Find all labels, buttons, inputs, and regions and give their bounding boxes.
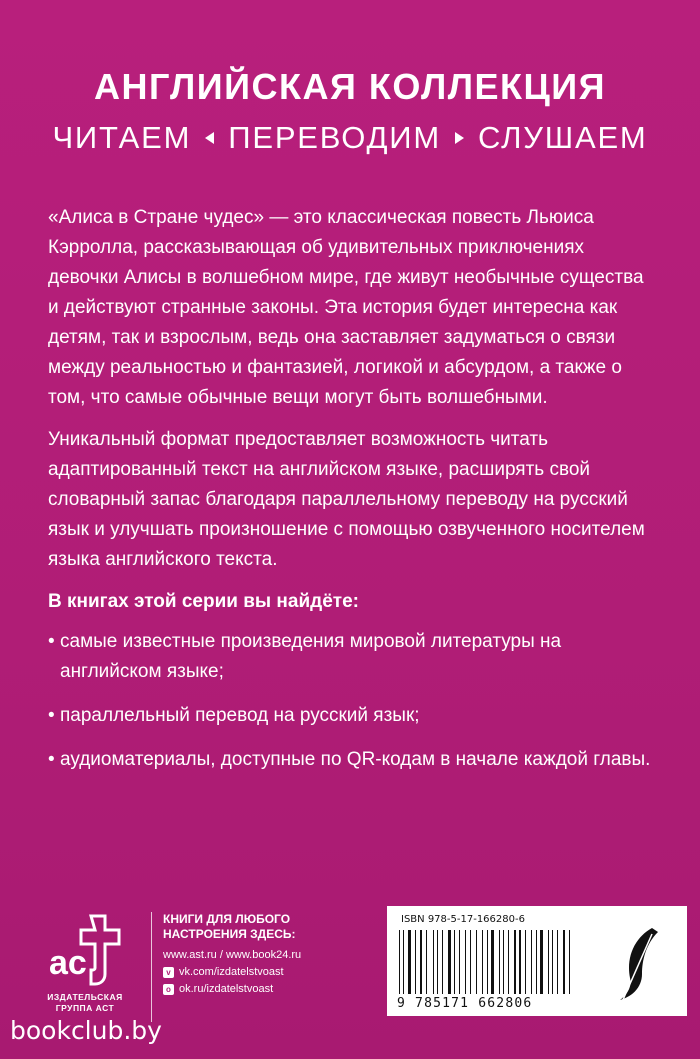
barcode-bar: [467, 930, 469, 994]
barcode-bar: [444, 930, 446, 994]
barcode-bar: [479, 930, 480, 994]
triangle-right-icon: [455, 132, 464, 144]
barcode-bar: [462, 930, 463, 994]
series-sub-translate: ПЕРЕВОДИМ: [228, 120, 441, 155]
list-item-text: параллельный перевод на русский язык;: [60, 705, 420, 726]
list-item: [48, 701, 658, 731]
barcode-bar: [544, 930, 545, 994]
book-title: «Алиса в Стране чудес»: [48, 207, 265, 228]
series-subtitle: [0, 120, 700, 156]
barcode-bar: [560, 930, 561, 994]
caption-line-1: ИЗДАТЕЛЬСКАЯ: [47, 992, 123, 1002]
list-item-text: аудиоматериалы, доступные по QR-кодам в начале каждой главы.: [60, 749, 651, 770]
barcode-bar: [442, 930, 443, 994]
barcode-bar: [459, 930, 460, 994]
barcode-bar: [437, 930, 439, 994]
vk-icon: v: [163, 967, 174, 978]
barcode-bar: [454, 930, 456, 994]
series-title: АНГЛИЙСКАЯ КОЛЛЕКЦИЯ: [94, 66, 606, 107]
barcode-bar: [451, 930, 452, 994]
vk-link[interactable]: vk.com/izdatelstvoast: [179, 966, 284, 978]
barcode-panel: [387, 906, 687, 1016]
barcode-bars: [399, 930, 574, 994]
barcode-bar: [476, 930, 477, 994]
isbn-label: ISBN 978-5-17-166280-6: [401, 914, 525, 925]
barcode-bar: [483, 930, 485, 994]
barcode-bar: [401, 930, 402, 994]
description-paragraph-2: Уникальный формат предоставляет возможность читать адаптированный текст на английском языке, расширять свой словарный запас благодаря параллельному переводу на русский язык и улучшать произношение с помощью озвученного носителем языка английского текста.: [48, 429, 645, 570]
barcode-bar: [491, 930, 493, 994]
barcode-bar: [465, 930, 467, 994]
publisher-info: [163, 912, 378, 998]
barcode-bar: [557, 930, 559, 994]
ast-logo-icon: [45, 912, 125, 988]
barcode-bar: [511, 930, 512, 994]
barcode-bar: [540, 930, 542, 994]
barcode-bar: [566, 930, 567, 994]
barcode-bar: [412, 930, 413, 994]
barcode-bar: [428, 930, 430, 994]
series-sub-read: ЧИТАЕМ: [52, 120, 192, 155]
barcode-bar: [519, 930, 521, 994]
barcode-bar: [552, 930, 553, 994]
barcode-bar: [420, 930, 422, 994]
publisher-logo: [30, 912, 140, 1022]
barcode-bar: [549, 930, 551, 994]
barcode-number: 9 785171 662806: [397, 996, 533, 1011]
list-heading: В книгах этой серии вы найдёте:: [48, 591, 359, 612]
publisher-caption: [30, 992, 140, 1014]
description-paragraph-1: [48, 203, 658, 413]
vk-link-row[interactable]: [163, 964, 378, 981]
barcode-bar: [495, 930, 497, 994]
description-text: [48, 203, 658, 789]
barcode-bar: [533, 930, 535, 994]
series-sub-listen: СЛУШАЕМ: [477, 120, 648, 155]
barcode-bar: [487, 930, 488, 994]
bullet-icon: •: [48, 749, 55, 770]
barcode-bar: [536, 930, 537, 994]
footer-divider: [151, 912, 152, 1022]
barcode-bar: [517, 930, 518, 994]
barcode-bar: [473, 930, 475, 994]
barcode-bar: [572, 930, 574, 994]
ok-link-row[interactable]: [163, 981, 378, 998]
barcode-bar: [501, 930, 502, 994]
barcode-bar: [403, 930, 405, 994]
barcode-bar: [508, 930, 509, 994]
list-item: [48, 627, 658, 687]
info-heading-1: КНИГИ ДЛЯ ЛЮБОГО: [163, 912, 291, 926]
feather-quill-icon: [612, 924, 672, 1004]
triangle-left-icon: [205, 132, 214, 144]
barcode-bar: [426, 930, 427, 994]
list-item: [48, 745, 658, 775]
list-item-text: самые известные произведения мировой литературы на английском языке;: [60, 631, 562, 682]
barcode-bar: [470, 930, 471, 994]
info-heading-2: НАСТРОЕНИЯ ЗДЕСЬ:: [163, 927, 296, 941]
barcode-bar: [434, 930, 435, 994]
ok-link[interactable]: ok.ru/izdatelstvoast: [179, 983, 274, 995]
paragraph-1-text: — это классическая повесть Льюиса Кэрролла, рассказывающая об удивительных приключениях девочки Алисы в волшебном мире, где живут необычные существа и действуют странные законы. Эта история будет интересна как детям, так и взрослым, ведь она заставляет задуматься о связи между реальностью и фантазией, логикой и абсурдом, а также о том, что самые обычные вещи могут быть волшебными.: [48, 207, 644, 408]
caption-line-2: ГРУППА АСТ: [55, 1003, 115, 1013]
bullet-icon: •: [48, 705, 55, 726]
barcode-bar: [563, 930, 565, 994]
website-links[interactable]: www.ast.ru / www.book24.ru: [163, 949, 302, 961]
features-list: [48, 627, 658, 775]
barcode-bar: [525, 930, 526, 994]
barcode-bar: [527, 930, 529, 994]
barcode-bar: [514, 930, 516, 994]
watermark-text: bookclub.by: [10, 1016, 162, 1045]
barcode-bar: [417, 930, 419, 994]
bullet-icon: •: [48, 631, 55, 652]
barcode-bar: [408, 930, 410, 994]
barcode-bar: [503, 930, 505, 994]
ok-icon: o: [163, 984, 174, 995]
barcode-bar: [448, 930, 450, 994]
barcode-bar: [569, 930, 570, 994]
logo-text: ac: [49, 944, 87, 982]
